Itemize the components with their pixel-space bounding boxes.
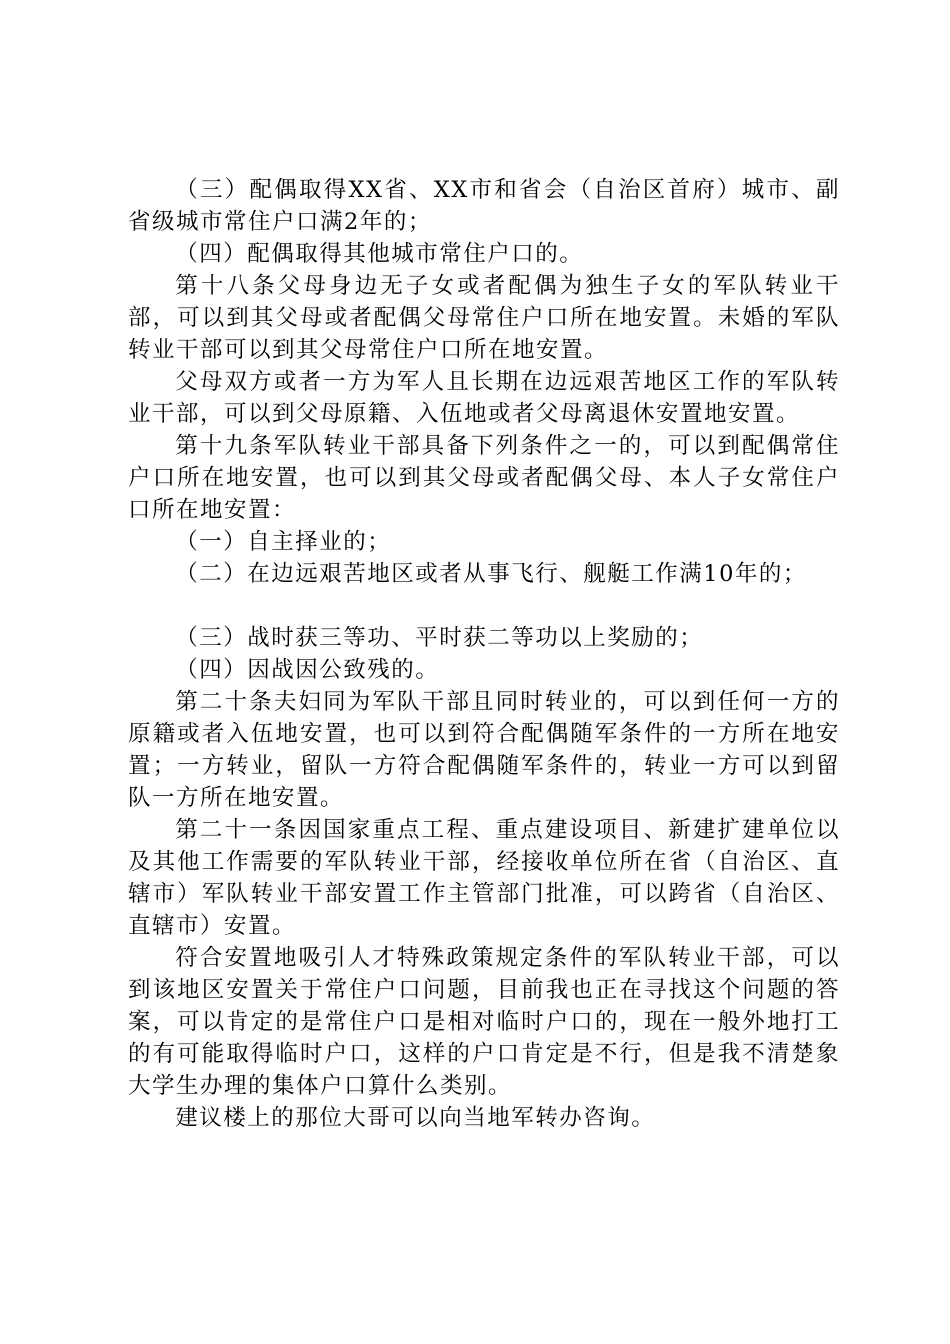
paragraph-talent-policy: 符合安置地吸引人才特殊政策规定条件的军队转业干部，可以到该地区安置关于常住户口问题，目前我也正在寻找这个问题的答案，可以肯定的是常住户口是相对临时户口的，现在一般外地打工的有可能取得临时户口，这样的户口肯定是不行，但是我不清楚象大学生办理的集体户口算什么类别。	[128, 945, 840, 1099]
paragraph-condition-2: （二）在边远艰苦地区或者从事飞行、舰艇工作满10年的；	[175, 561, 807, 587]
paragraph-advice: 建议楼上的那位大哥可以向当地军转办咨询。	[175, 1105, 656, 1131]
paragraph-condition-3: （三）战时获三等功、平时获二等功以上奖励的；	[175, 625, 704, 651]
paragraph-article-18: 第十八条父母身边无子女或者配偶为独生子女的军队转业干部，可以到其父母或者配偶父母常住户口所在地安置。未婚的军队转业干部可以到其父母常住户口所在地安置。	[128, 273, 840, 363]
paragraph-spouse-provincial-residence: （三）配偶取得XX省、XX市和省会（自治区首府）城市、副省级城市常住户口满2年的；	[128, 177, 840, 235]
paragraph-article-21: 第二十一条因国家重点工程、重点建设项目、新建扩建单位以及其他工作需要的军队转业干部，经接收单位所在省（自治区、直辖市）军队转业干部安置工作主管部门批准，可以跨省（自治区、直辖市）安置。	[128, 817, 840, 939]
paragraph-article-19: 第十九条军队转业干部具备下列条件之一的，可以到配偶常住户口所在地安置，也可以到其父母或者配偶父母、本人子女常住户口所在地安置：	[128, 433, 840, 523]
document-body	[128, 174, 840, 1134]
paragraph-condition-1: （一）自主择业的；	[175, 529, 392, 555]
paragraph-parents-military: 父母双方或者一方为军人且长期在边远艰苦地区工作的军队转业干部，可以到父母原籍、入伍地或者父母离退休安置地安置。	[128, 369, 840, 427]
paragraph-article-20: 第二十条夫妇同为军队干部且同时转业的，可以到任何一方的原籍或者入伍地安置，也可以到符合配偶随军条件的一方所在地安置；一方转业，留队一方符合配偶随军条件的，转业一方可以到留队一方所在地安置。	[128, 689, 840, 811]
paragraph-condition-4: （四）因战因公致残的。	[175, 657, 440, 683]
paragraph-spouse-other-city-residence: （四）配偶取得其他城市常住户口的。	[175, 241, 584, 267]
